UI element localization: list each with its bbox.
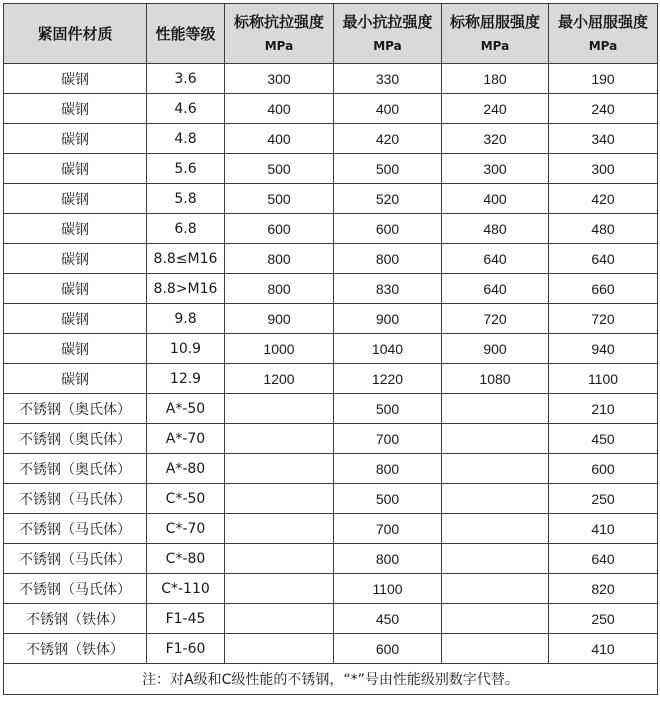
table-row	[4, 64, 658, 94]
cell-nominal-tensile	[225, 514, 334, 544]
cell-min-tensile: 400	[334, 94, 442, 124]
header-material: 紧固件材质	[4, 4, 147, 64]
cell-nominal-tensile	[225, 454, 334, 484]
cell-min-tensile: 800	[334, 544, 442, 574]
cell-min-tensile: 1220	[334, 364, 442, 394]
header-nominal-tensile: 标称抗拉强度 MPa	[225, 4, 334, 64]
cell-nominal-tensile	[225, 424, 334, 454]
cell-material: 不锈钢（奥氏体）	[4, 454, 147, 484]
cell-nominal-yield: 480	[442, 214, 549, 244]
cell-nominal-tensile	[225, 634, 334, 664]
cell-min-tensile: 500	[334, 154, 442, 184]
cell-grade: 10.9	[147, 334, 225, 364]
header-nominal-yield: 标称屈服强度 MPa	[442, 4, 549, 64]
cell-nominal-tensile: 800	[225, 244, 334, 274]
table-row	[4, 544, 658, 574]
header-min-tensile: 最小抗拉强度 MPa	[334, 4, 442, 64]
cell-min-yield: 450	[549, 424, 658, 454]
table-row	[4, 454, 658, 484]
cell-nominal-yield	[442, 454, 549, 484]
cell-min-yield: 420	[549, 184, 658, 214]
cell-nominal-yield: 300	[442, 154, 549, 184]
cell-grade: A*-70	[147, 424, 225, 454]
cell-min-yield: 300	[549, 154, 658, 184]
cell-nominal-yield	[442, 484, 549, 514]
cell-grade: C*-110	[147, 574, 225, 604]
cell-material: 不锈钢（马氏体）	[4, 484, 147, 514]
cell-material: 不锈钢（奥氏体）	[4, 424, 147, 454]
header-grade: 性能等级	[147, 4, 225, 64]
header-unit: MPa	[373, 38, 402, 53]
header-unit: MPa	[480, 38, 510, 53]
cell-min-yield: 190	[549, 64, 658, 94]
cell-min-yield: 340	[549, 124, 658, 154]
cell-nominal-yield	[442, 574, 549, 604]
cell-nominal-tensile	[225, 544, 334, 574]
table-row	[4, 484, 658, 514]
cell-min-tensile: 600	[334, 634, 442, 664]
cell-material: 不锈钢（马氏体）	[4, 514, 147, 544]
cell-material: 碳钢	[4, 184, 147, 214]
cell-min-tensile: 800	[334, 454, 442, 484]
cell-nominal-tensile: 1000	[225, 334, 334, 364]
cell-grade: A*-80	[147, 454, 225, 484]
table-note: 注：对A级和C级性能的不锈钢，“*”号由性能级别数字代替。	[4, 664, 658, 695]
header-min-yield: 最小屈服强度 MPa	[549, 4, 658, 64]
cell-min-tensile: 500	[334, 394, 442, 424]
table-body	[4, 64, 658, 664]
cell-min-yield: 820	[549, 574, 658, 604]
table-row	[4, 124, 658, 154]
header-unit: MPa	[588, 38, 618, 53]
cell-min-tensile: 520	[334, 184, 442, 214]
cell-min-yield: 640	[549, 544, 658, 574]
cell-min-yield: 210	[549, 394, 658, 424]
cell-material: 不锈钢（马氏体）	[4, 544, 147, 574]
cell-grade: 4.8	[147, 124, 225, 154]
table-row	[4, 394, 658, 424]
cell-nominal-tensile: 400	[225, 94, 334, 124]
cell-material: 不锈钢（铁体）	[4, 634, 147, 664]
cell-grade: 4.6	[147, 94, 225, 124]
cell-nominal-yield: 640	[442, 244, 549, 274]
cell-material: 碳钢	[4, 64, 147, 94]
cell-nominal-tensile: 800	[225, 274, 334, 304]
cell-grade: F1-60	[147, 634, 225, 664]
cell-nominal-tensile: 500	[225, 184, 334, 214]
cell-nominal-tensile: 400	[225, 124, 334, 154]
fastener-strength-document	[3, 3, 657, 695]
cell-material: 碳钢	[4, 274, 147, 304]
table-row	[4, 154, 658, 184]
cell-min-yield: 660	[549, 274, 658, 304]
cell-material: 碳钢	[4, 124, 147, 154]
cell-grade: A*-50	[147, 394, 225, 424]
cell-nominal-tensile	[225, 574, 334, 604]
cell-min-tensile: 450	[334, 604, 442, 634]
cell-grade: 9.8	[147, 304, 225, 334]
cell-min-yield: 720	[549, 304, 658, 334]
cell-material: 碳钢	[4, 334, 147, 364]
cell-min-yield: 480	[549, 214, 658, 244]
cell-min-tensile: 800	[334, 244, 442, 274]
cell-grade: 5.6	[147, 154, 225, 184]
table-row	[4, 574, 658, 604]
table-header-row	[4, 4, 658, 64]
cell-material: 碳钢	[4, 94, 147, 124]
cell-nominal-tensile: 500	[225, 154, 334, 184]
table-row	[4, 364, 658, 394]
cell-min-tensile: 600	[334, 214, 442, 244]
cell-nominal-yield: 320	[442, 124, 549, 154]
cell-grade: F1-45	[147, 604, 225, 634]
cell-grade: C*-50	[147, 484, 225, 514]
cell-min-yield: 600	[549, 454, 658, 484]
cell-min-yield: 410	[549, 514, 658, 544]
cell-min-tensile: 1100	[334, 574, 442, 604]
table-row	[4, 334, 658, 364]
cell-nominal-yield	[442, 514, 549, 544]
cell-material: 碳钢	[4, 364, 147, 394]
cell-material: 不锈钢（奥氏体）	[4, 394, 147, 424]
cell-min-yield: 240	[549, 94, 658, 124]
table-row	[4, 604, 658, 634]
cell-min-tensile: 830	[334, 274, 442, 304]
cell-material: 碳钢	[4, 154, 147, 184]
cell-min-tensile: 420	[334, 124, 442, 154]
cell-grade: C*-70	[147, 514, 225, 544]
cell-material: 不锈钢（铁体）	[4, 604, 147, 634]
table-row	[4, 514, 658, 544]
cell-min-yield: 1100	[549, 364, 658, 394]
cell-nominal-tensile: 1200	[225, 364, 334, 394]
cell-nominal-yield	[442, 424, 549, 454]
cell-grade: 6.8	[147, 214, 225, 244]
cell-nominal-yield	[442, 604, 549, 634]
table-row	[4, 304, 658, 334]
cell-nominal-yield	[442, 544, 549, 574]
cell-material: 不锈钢（马氏体）	[4, 574, 147, 604]
cell-material: 碳钢	[4, 214, 147, 244]
note-row	[4, 664, 658, 695]
cell-min-tensile: 700	[334, 514, 442, 544]
cell-nominal-yield: 180	[442, 64, 549, 94]
table-row	[4, 184, 658, 214]
cell-grade: 12.9	[147, 364, 225, 394]
cell-nominal-tensile: 600	[225, 214, 334, 244]
fastener-strength-table	[3, 3, 658, 695]
cell-grade: 8.8>M16	[147, 274, 225, 304]
table-row	[4, 214, 658, 244]
table-row	[4, 244, 658, 274]
cell-nominal-tensile	[225, 604, 334, 634]
cell-nominal-yield: 900	[442, 334, 549, 364]
cell-nominal-yield: 240	[442, 94, 549, 124]
table-row	[4, 634, 658, 664]
cell-nominal-yield	[442, 634, 549, 664]
cell-min-yield: 250	[549, 604, 658, 634]
cell-grade: C*-80	[147, 544, 225, 574]
cell-nominal-yield: 640	[442, 274, 549, 304]
cell-min-yield: 250	[549, 484, 658, 514]
cell-grade: 3.6	[147, 64, 225, 94]
cell-min-yield: 940	[549, 334, 658, 364]
header-unit: MPa	[264, 38, 294, 53]
table-row	[4, 94, 658, 124]
cell-nominal-yield: 1080	[442, 364, 549, 394]
cell-min-tensile: 1040	[334, 334, 442, 364]
cell-nominal-yield	[442, 394, 549, 424]
table-row	[4, 424, 658, 454]
cell-grade: 5.8	[147, 184, 225, 214]
cell-nominal-tensile: 900	[225, 304, 334, 334]
table-row	[4, 274, 658, 304]
cell-nominal-yield: 400	[442, 184, 549, 214]
cell-min-tensile: 700	[334, 424, 442, 454]
cell-min-yield: 410	[549, 634, 658, 664]
cell-grade: 8.8≤M16	[147, 244, 225, 274]
cell-min-tensile: 500	[334, 484, 442, 514]
cell-material: 碳钢	[4, 304, 147, 334]
cell-nominal-tensile	[225, 484, 334, 514]
cell-min-yield: 640	[549, 244, 658, 274]
cell-min-tensile: 900	[334, 304, 442, 334]
cell-nominal-tensile: 300	[225, 64, 334, 94]
cell-nominal-yield: 720	[442, 304, 549, 334]
cell-material: 碳钢	[4, 244, 147, 274]
cell-min-tensile: 330	[334, 64, 442, 94]
cell-nominal-tensile	[225, 394, 334, 424]
